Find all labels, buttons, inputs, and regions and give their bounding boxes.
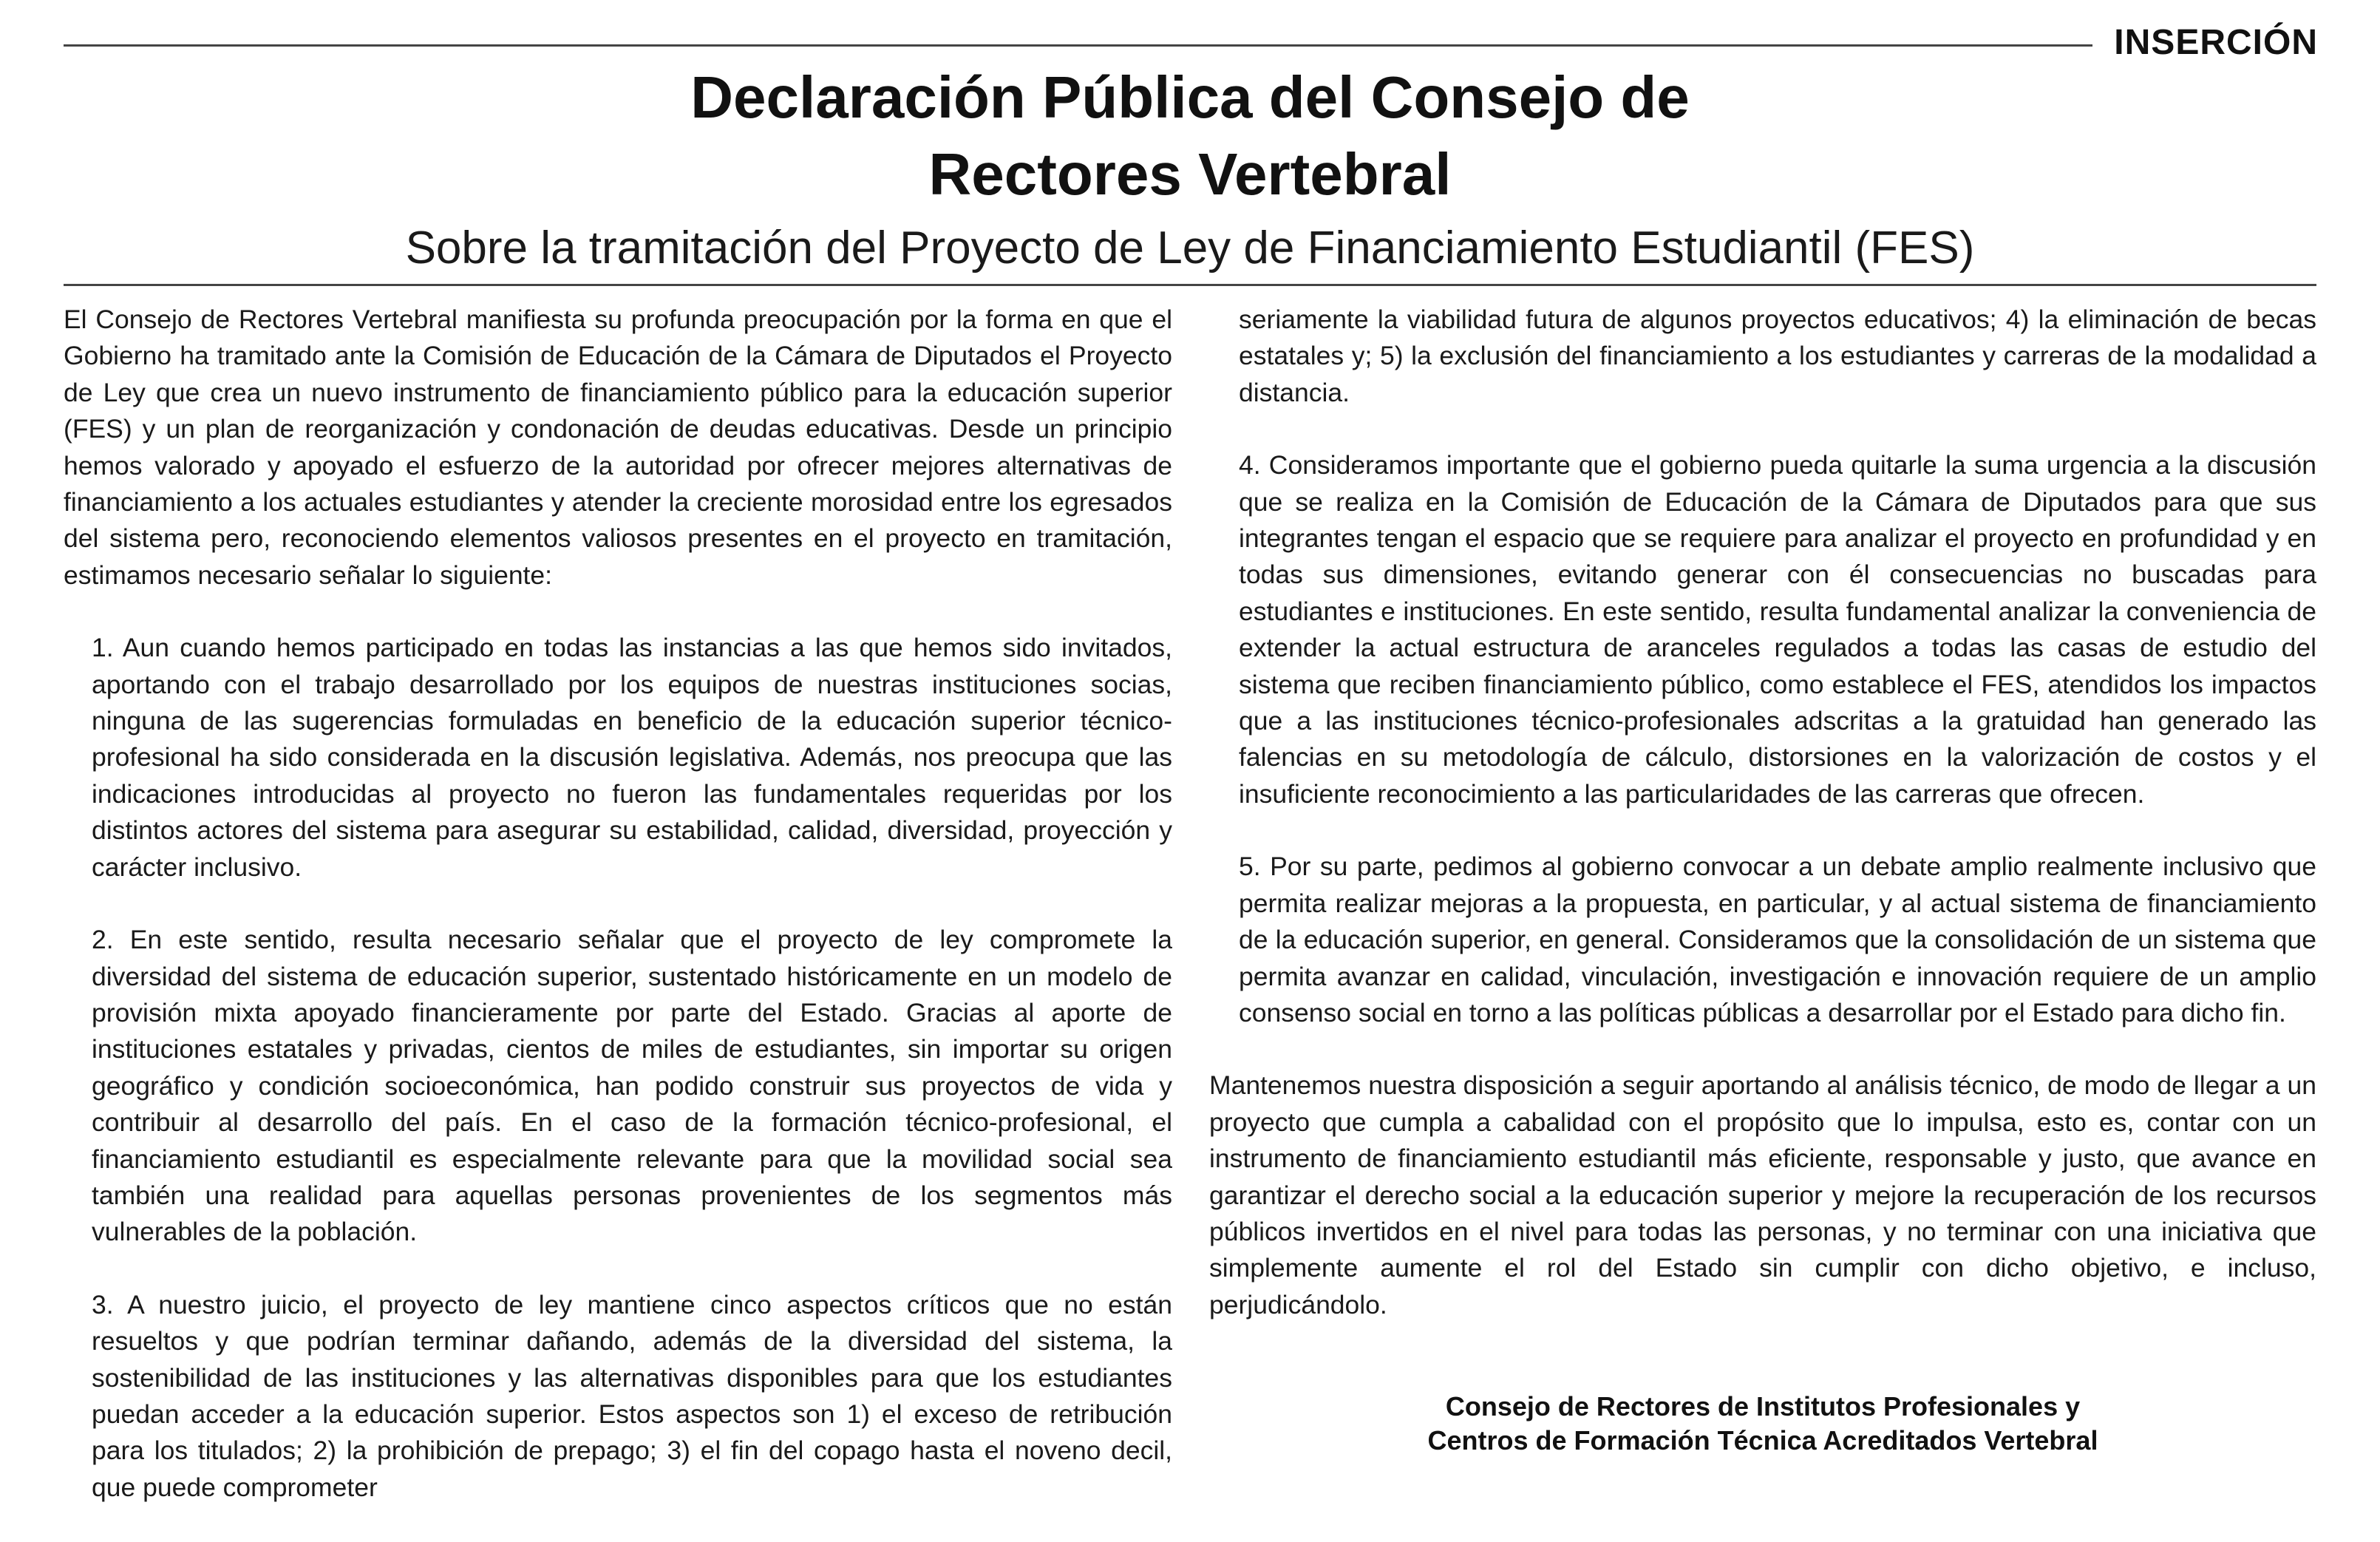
subtitle-rule — [64, 284, 2316, 286]
point-4-paragraph: 4. Consideramos importante que el gobierno pueda quitarle la suma urgencia a la discusión que se realiza en la Comisión de Educación de la Cámara de Diputados para que sus integrantes tengan el espacio que se requiere para analizar el proyecto en profundidad y en todas sus dimensiones, evitando generar con él consecuencias no buscadas para estudiantes e instituciones. En este sentido, resulta fundamental analizar la conveniencia de extender la actual estructura de aranceles regulados a todas las casas de estudio del sistema que reciben financiamiento público, como establece el FES, atendidos los impactos que a las instituciones técnico-profesionales adscritas a la gratuidad han generado las falencias en su metodología de cálculo, distorsiones en la valorización de costos y el insuficiente reconocimiento a las particularidades de las carreras que ofrecen. — [1239, 450, 2316, 809]
left-column — [64, 302, 1172, 1542]
header-rule — [64, 44, 2092, 47]
signature-line-2: Centros de Formación Técnica Acreditados Vertebral — [1427, 1425, 2098, 1456]
signature-line-1: Consejo de Rectores de Institutos Profesionales y — [1445, 1391, 2081, 1422]
point-1-paragraph: 1. Aun cuando hemos participado en todas las instancias a las que hemos sido invitados, aportando con el trabajo desarrollado por los equipos de nuestras instituciones socias, ninguna de las sugerencias formuladas en beneficio de la educación superior técnico-profesional ha sido considerada en la discusión legislativa. Además, nos preocupa que las indicaciones introducidas al proyecto no fueron las fundamentales requeridas por los distintos actores del sistema para asegurar su estabilidad, calidad, diversidad, proyección y carácter inclusivo. — [92, 633, 1172, 882]
intro-paragraph: El Consejo de Rectores Vertebral manifiesta su profunda preocupación por la forma en que el Gobierno ha tramitado ante la Comisión de Educación de la Cámara de Diputados el Proyecto de Ley que crea un nuevo instrumento de financiamiento público para la educación superior (FES) y un plan de reorganización y condonación de deudas educativas. Desde un principio hemos valorado y apoyado el esfuerzo de la autoridad por ofrecer mejores alternativas de financiamiento a los actuales estudiantes y atender la creciente morosidad entre los egresados del sistema pero, reconociendo elementos valiosos presentes en el proyecto en tramitación, estimamos necesario señalar lo siguiente: — [64, 305, 1172, 590]
section-tag: INSERCIÓN — [2114, 23, 2318, 62]
point-2-paragraph: 2. En este sentido, resulta necesario señalar que el proyecto de ley compromete la diversidad del sistema de educación superior, sustentado históricamente en un modelo de provisión mixta apoyado financieramente por parte del Estado. Gracias al aporte de instituciones estatales y privadas, cientos de miles de estudiantes, sin importar su origen geográfico y condición socioeconómica, han podido construir sus proyectos de vida y contribuir al desarrollo del país. En el caso de la formación técnico-profesional, el financiamiento estudiantil es especialmente relevante para que la movilidad social sea también una realidad para aquellas personas provenientes de los segmentos más vulnerables de la población. — [92, 925, 1172, 1247]
title-line-2: Rectores Vertebral — [928, 141, 1452, 207]
page-subtitle: Sobre la tramitación del Proyecto de Ley de Financiamiento Estudiantil (FES) — [405, 223, 1975, 274]
point-5-paragraph: 5. Por su parte, pedimos al gobierno convocar a un debate amplio realmente inclusivo que permita realizar mejoras a la propuesta, en particular, y al actual sistema de financiamiento de la educación superior, en general. Consideramos que la consolidación de un sistema que permita avanzar en calidad, vinculación, investigación e innovación requiere de un amplio consenso social en torno a las políticas públicas a desarrollar por el Estado para dicho fin. — [1239, 852, 2316, 1028]
title-line-1: Declaración Pública del Consejo de — [690, 64, 1690, 130]
page-title — [0, 59, 2380, 213]
point-3-paragraph-start: 3. A nuestro juicio, el proyecto de ley mantiene cinco aspectos críticos que no están resueltos y que podrían terminar dañando, además de la diversidad del sistema, la sostenibilidad de las instituciones y las alternativas disponibles para que los estudiantes puedan acceder a la educación superior. Estos aspectos son 1) el exceso de retribución para los titulados; 2) la prohibición de prepago; 3) el fin del copago hasta el noveno decil, que puede comprometer — [92, 1289, 1172, 1502]
closing-paragraph: Mantenemos nuestra disposición a seguir aportando al análisis técnico, de modo de llegar a un proyecto que cumpla a cabalidad con el propósito que lo impulsa, esto es, contar con un instrumento de financiamiento estudiantil más eficiente, responsable y justo, que avance en garantizar el derecho social a la educación superior y mejore la recuperación de los recursos públicos invertidos en el nivel para todas las personas, y no terminar con una iniciativa que simplemente aumente el rol del Estado sin cumplir con dicho objetivo, e incluso, perjudicándolo. — [1209, 1070, 2316, 1319]
right-column — [1209, 302, 2316, 1359]
point-3-paragraph-end: seriamente la viabilidad futura de algunos proyectos educativos; 4) la eliminación de becas estatales y; 5) la exclusión del financiamiento a los estudiantes y carreras de la modalidad a distancia. — [1239, 305, 2316, 407]
signature-block — [1209, 1390, 2316, 1458]
